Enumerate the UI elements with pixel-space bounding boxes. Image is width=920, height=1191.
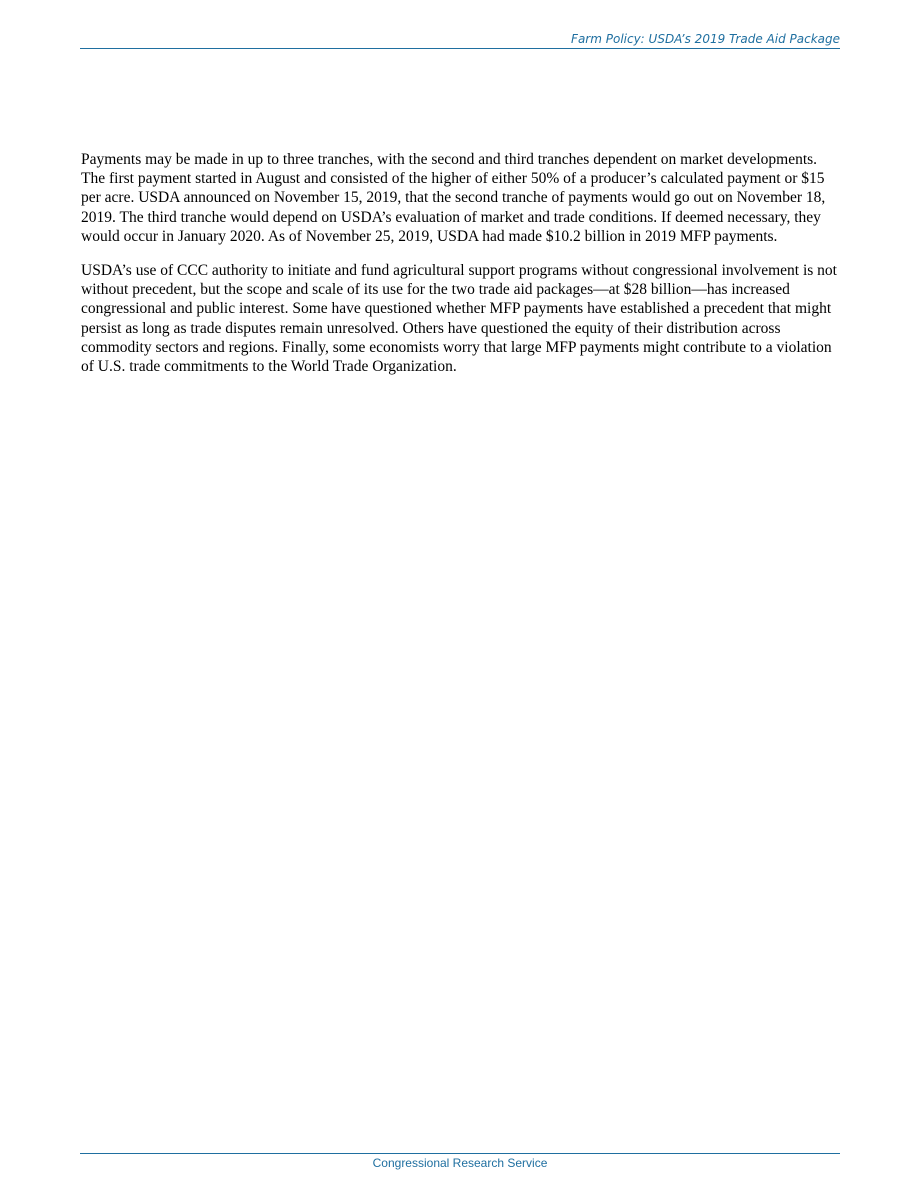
header-title: Farm Policy: USDA’s 2019 Trade Aid Package xyxy=(571,32,840,46)
paragraph: Payments may be made in up to three tranches, with the second and third tranches dependent on market developments. The first payment started in August and consisted of the higher of either 50% of a producer’s calculated payment or $15 per acre. USDA announced on November 15, 2019, that the second tranche of payments would go out on November 18, 2019. The third tranche would depend on USDA’s evaluation of market and trade conditions. If deemed necessary, they would occur in January 2020. As of November 25, 2019, USDA had made $10.2 billion in 2019 MFP payments. xyxy=(81,151,826,245)
page-footer xyxy=(80,1153,840,1172)
paragraph: USDA’s use of CCC authority to initiate and fund agricultural support programs without congressional involvement is not without precedent, but the scope and scale of its use for the two trade aid packages—at $28 billion—has increased congressional and public interest. Some have questioned whether MFP payments have established a precedent that might persist as long as trade disputes remain unresolved. Others have questioned the equity of their distribution across commodity sectors and regions. Finally, some economists worry that large MFP payments might contribute to a violation of U.S. trade commitments to the World Trade Organization. xyxy=(81,262,837,376)
footer-text: Congressional Research Service xyxy=(372,1156,548,1170)
page-header xyxy=(80,32,840,49)
document-body xyxy=(81,150,841,391)
